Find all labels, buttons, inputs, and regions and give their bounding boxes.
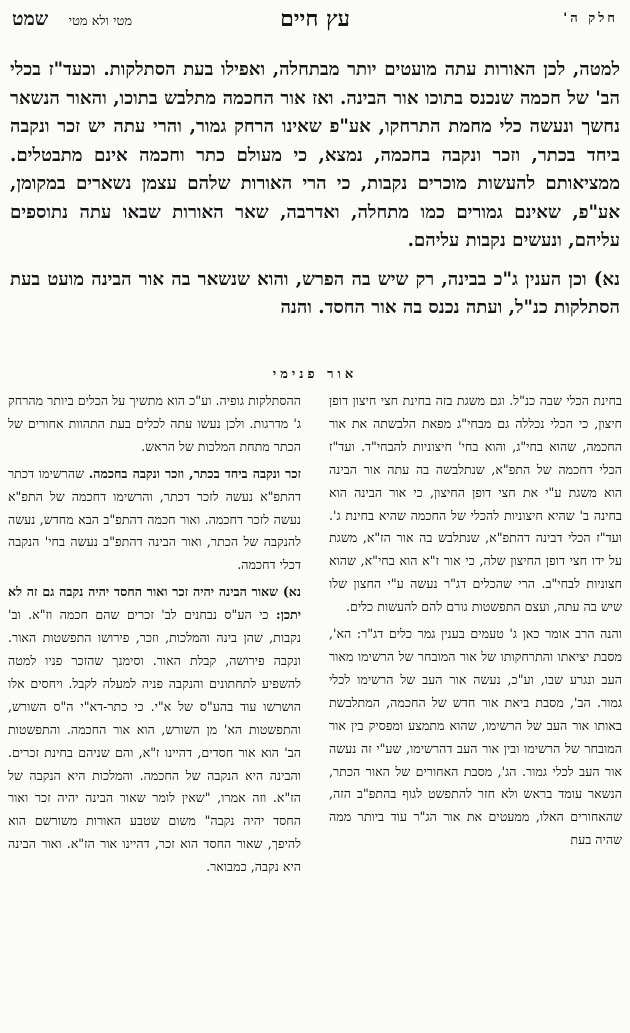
commentary-right-paragraph-2: והנה הרב אומר כאן ג' טעמים בענין גמר כלים דג"ר: הא', מסבת יציאתו והתרחקותו של אור המובחר של הרשימו מאור העב ונגרע שבו, וע"כ, נעשה אור העב של הרשימו לכלי גמור. הב', מסבת ביאת אור חדש של החכמה, המתלבשת באותו אור העב של הרשימו, שהוא מתמצע ומפסיק בין אור המובחר של הרשימו ובין אור העב דהרשימו, שע"י זה נעשה אור העב לכלי גמור. הג', מסבת האחורים של האור הכתר, הנשאר עומד בראש ולא חזר להתפשט לגוף בהתפ"ב הזה, שהאחורים האלו, ממעטים את אור הג"ר עוד ביותר ממה שהיה בעת [329,626,622,848]
page-header [12,6,618,36]
commentary-right-paragraph-1: בחינת הכלי שבה כנ"ל. וגם משגת בזה בחינת חצי חיצון דופן חיצון, כי הכלי נכללה גם מבחי"ג מפאת הלבשתה את אור החכמה, שהוא בחי"ג, והוא בחי' חיצוניות להבחי"ד. ועד"ז הכלי דחכמה של התפ"א, שנתלבשה בה עתה אור הבינה הוא משגת ע"י את חצי דופן החיצון, כי אור הבינה הוא בחינה ב' שהיא חיצוניות להכלי של החכמה שהיא בחינת ג'. ועד"ז הכלי דבינה דהתפ"א, שנתלבש בה אור הז"א, משגת על ידו חצי דופן החיצון שלה, כי אור ז"א הוא בחי"א, שהוא חצוניות לבחי"ב. הרי שהכלים דג"ר נעשה ע"י החצון שלו שיש בה עתה, ועצם התפשטות גורם להם להעשות כלים. [329,393,622,615]
commentary-title: אור פנימי [272,367,358,382]
main-paragraph-1: למטה, לכן האורות עתה מועטים יותר מבתחלה, ואפילו בעת הסתלקות. וכעד"ז בכלי הב' של חכמה שנכנס בתוכו אור הבינה. ואז אור החכמה מתלבש בתוכו, והאור הנשאר נחשך ונעשה כלי מחמת התרחקו, אע"פ שאינו הרחק גמור, והרי עתה יש זכר ונקבה ביחד בכתר, וזכר ונקבה בחכמה, נמצא, כי מעולם כתר וחכמה אינם מתבטלים. ממציאותם להעשות מוכרים נקבות, כי הרי האורות שלהם עצמן נשארים במקומן, אע"פ, שאינם גמורים כמו מתחלה, ואדרבה, שאר האורות שבאו עתה נתוספים עליהם, ונעשים נקבות עליהם. [10,59,620,251]
main-text [10,56,620,333]
commentary-left-paragraph-3 [8,581,301,879]
commentary-column-left [8,390,301,883]
parsha-label: שמט [12,8,49,30]
paragraph-body: כי הע"ס נבחנים לב' זכרים שהם חכמה וז"א. וב' נקבות, שהן בינה והמלכות, וזכר, פירושו התפשטות האור. ונקבה פירושה, קבלת האור. וסימנך שהזכר פניו למטה להשפיע לתחתונים והנקבה פניה למעלה לקבל. ויחסים אלו הושרשו עוד בהע"ס של א"י. כי כתר-דא"י ה"ס השורש, והתפשטות הא' מן השורש, הוא אור החכמה. והתפשטות הב' הוא אור חסדים, דהיינו ז"א, והם שניהם בחינת זכרים. והבינה היא הנקבה של החכמה. והמלכות היא הנקבה של הז"א. וזה אמרו, "שאין לומר שאור הבינה יהיה זכר ואור החסד יהיה נקבה" משום שטבע האורות משורשם הוא להיפך, שאור החסד הוא זכר, דהיינו אור הז"א. ואור הבינה היא נקבה, כמבואר. [8,607,301,875]
header-left [12,8,132,31]
section-label: חלק ה' [563,11,618,26]
topic-label: מטי ולא מטי [68,14,133,29]
paragraph-body: שהרשימו דכתר דהתפ"א נעשה לזכר דכתר, והרשימו דחכמה של התפ"א נעשה לזכר דחכמה. ואור חכמה דהתפ"ב הבא מחדש, נעשה להנקבה של הכתר, ואור הבינה דהתפ"ב נעשה בחי' הנקבה דכלי דחכמה. [8,465,301,573]
commentary-left-paragraph-2 [8,463,301,578]
heading-lead: זכר ונקבה ביחד בכתר, וזכר ונקבה בחכמה. [88,465,301,481]
book-title: עץ חיים [280,6,350,32]
commentary-left-paragraph-1: ההסתלקות גופיה. וע"כ הוא מתשיך על הכלים ביותר מהרחק ג' מדרגות. ולכן נעשו עתה לכלים בעת התהוות אחורים של הכתר מתחת המלכות של הראש. [8,393,301,454]
heading-lead: נא) שאור הבינה יהיה זכר ואור החסד יהיה נקבה גם זה לא יתכן: [8,584,301,623]
main-paragraph-2: נא) וכן הענין ג"כ בבינה, רק שיש בה הפרש, והוא שנשאר בה אור הבינה מועט בעת הסתלקות כנ"ל, ועתה נכנס בה אור החסד. והנה [10,268,620,318]
commentary-column-right [329,390,622,856]
